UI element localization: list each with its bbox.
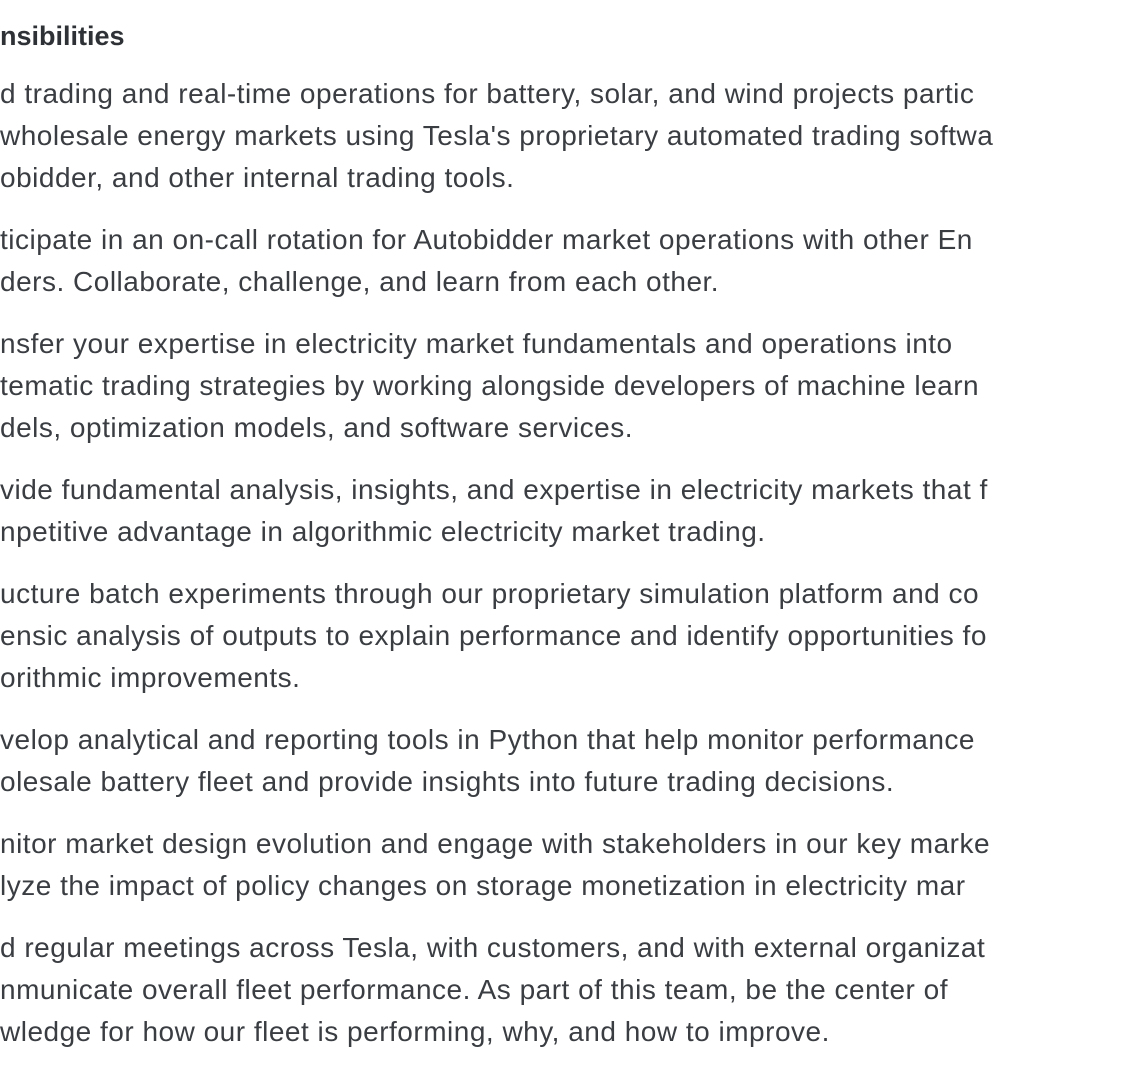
responsibility-paragraph bbox=[0, 823, 990, 907]
responsibility-paragraph bbox=[0, 219, 973, 303]
paragraph-line: ders. Collaborate, challenge, and learn from each other. bbox=[0, 266, 720, 297]
paragraph-line: ensic analysis of outputs to explain performance and identify opportunities fo bbox=[0, 620, 987, 651]
paragraph-line: nitor market design evolution and engage with stakeholders in our key marke bbox=[0, 828, 991, 859]
paragraph-line: wledge for how our fleet is performing, why, and how to improve. bbox=[0, 1016, 830, 1047]
section-heading: nsibilities bbox=[0, 21, 125, 51]
paragraph-line: ticipate in an on-call rotation for Autobidder market operations with other En bbox=[0, 224, 973, 255]
paragraph-line: ucture batch experiments through our proprietary simulation platform and co bbox=[0, 578, 980, 609]
paragraph-line: d trading and real-time operations for battery, solar, and wind projects partic bbox=[0, 78, 975, 109]
paragraph-line: wholesale energy markets using Tesla's proprietary automated trading softwa bbox=[0, 120, 994, 151]
paragraph-line: olesale battery fleet and provide insights into future trading decisions. bbox=[0, 766, 895, 797]
paragraph-line: lyze the impact of policy changes on storage monetization in electricity mar bbox=[0, 870, 966, 901]
responsibility-paragraph bbox=[0, 719, 975, 803]
paragraph-line: obidder, and other internal trading tools. bbox=[0, 162, 515, 193]
responsibility-paragraph bbox=[0, 323, 979, 449]
responsibility-paragraph bbox=[0, 469, 988, 553]
responsibility-paragraph bbox=[0, 927, 985, 1053]
paragraph-line: dels, optimization models, and software services. bbox=[0, 412, 633, 443]
paragraph-line: vide fundamental analysis, insights, and expertise in electricity markets that f bbox=[0, 474, 988, 505]
paragraph-line: tematic trading strategies by working alongside developers of machine learn bbox=[0, 370, 980, 401]
paragraph-line: npetitive advantage in algorithmic electricity market trading. bbox=[0, 516, 766, 547]
paragraph-line: nsfer your expertise in electricity market fundamentals and operations into bbox=[0, 328, 953, 359]
paragraph-line: velop analytical and reporting tools in Python that help monitor performance bbox=[0, 724, 975, 755]
paragraph-line: orithmic improvements. bbox=[0, 662, 301, 693]
paragraph-line: nmunicate overall fleet performance. As part of this team, be the center of bbox=[0, 974, 948, 1005]
responsibility-paragraph bbox=[0, 573, 987, 699]
responsibility-paragraph bbox=[0, 73, 993, 199]
paragraph-line: d regular meetings across Tesla, with customers, and with external organizat bbox=[0, 932, 986, 963]
